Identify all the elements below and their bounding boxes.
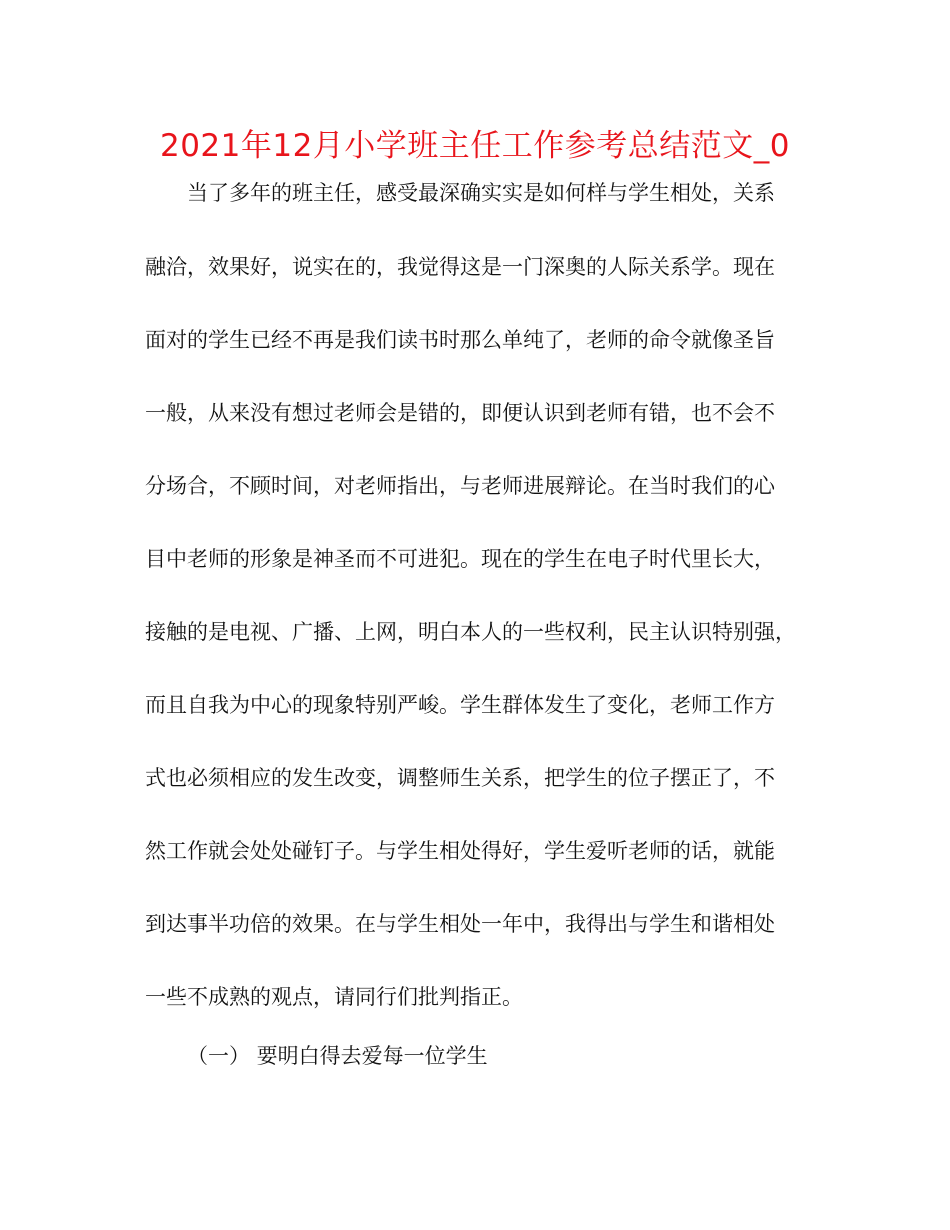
paragraph-line: 目中老师的形象是神圣而不可进犯。现在的学生在电子时代里长大， <box>145 547 775 571</box>
paragraph-line: 一些不成熟的观点，请同行们批判指正。 <box>145 985 523 1009</box>
paragraph-line: 而且自我为中心的现象特别严峻。学生群体发生了变化，老师工作方 <box>145 693 775 717</box>
paragraph-line: 式也必须相应的发生改变，调整师生关系，把学生的位子摆正了，不 <box>145 766 775 790</box>
paragraph-line: 融洽，效果好，说实在的，我觉得这是一门深奥的人际关系学。现在 <box>145 255 775 279</box>
paragraph-line: 分场合，不顾时间，对老师指出，与老师进展辩论。在当时我们的心 <box>145 474 775 498</box>
paragraph-line: 一般，从来没有想过老师会是错的，即便认识到老师有错，也不会不 <box>145 401 775 425</box>
paragraph-line: 到达事半功倍的效果。在与学生相处一年中，我得出与学生和谐相处 <box>145 912 775 936</box>
paragraph-line: 当了多年的班主任，感受最深确实实是如何样与学生相处，关系 <box>187 181 775 205</box>
paragraph-line: 接触的是电视、广播、上网，明白本人的一些权利，民主认识特别强， <box>145 620 796 644</box>
section-heading: （一） 要明白得去爱每一位学生 <box>187 1044 488 1068</box>
paragraph-line: 面对的学生已经不再是我们读书时那么单纯了，老师的命令就像圣旨 <box>145 328 775 352</box>
document-title: 2021年12月小学班主任工作参考总结范文_0 <box>159 128 791 164</box>
paragraph-line: 然工作就会处处碰钉子。与学生相处得好，学生爱听老师的话，就能 <box>145 839 775 863</box>
